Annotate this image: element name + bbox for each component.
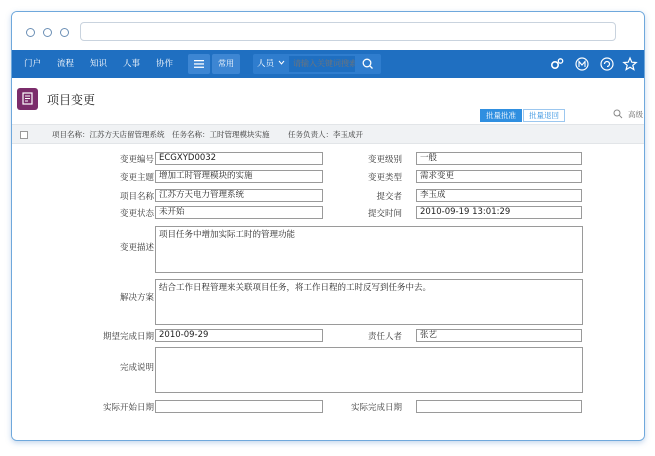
desc-textarea[interactable]: 项目任务中增加实际工时的管理功能 [155, 226, 583, 273]
favorite-button[interactable] [622, 56, 638, 72]
actual-start-field[interactable] [155, 400, 323, 413]
info-project: 项目名称：江苏方天店留管理系统 [52, 130, 165, 139]
hamburger-icon [188, 54, 210, 74]
nav-search [253, 54, 381, 74]
search-scope-label: 人员 [257, 59, 275, 69]
nav-item-collab[interactable]: 协作 [156, 59, 174, 69]
settings-button[interactable] [549, 56, 565, 72]
batch-return-button[interactable]: 批量退回 [523, 109, 565, 122]
completion-textarea[interactable] [155, 347, 583, 393]
status-field[interactable]: 未开始 [155, 206, 323, 219]
submit-time-label: 提交时间 [367, 209, 402, 219]
change-no-label: 变更编号 [119, 155, 154, 165]
responsible-label: 责任人者 [367, 332, 402, 342]
window-dot-icon[interactable] [26, 28, 35, 37]
settings-icon [549, 56, 565, 72]
type-label: 变更类型 [367, 173, 402, 183]
nav-item-hr[interactable]: 人事 [123, 59, 141, 69]
status-label: 变更状态 [119, 209, 154, 219]
document-icon [17, 88, 38, 110]
top-nav [12, 50, 644, 78]
browser-chrome [12, 12, 644, 50]
expected-date-label: 期望完成日期 [102, 332, 154, 342]
info-owner: 任务负责人：李玉成开 [288, 130, 363, 139]
nav-item-knowledge[interactable]: 知识 [90, 59, 108, 69]
app-icon [17, 88, 38, 110]
header-search-button[interactable] [613, 109, 623, 119]
expected-date-field[interactable]: 2010-09-29 [155, 329, 323, 342]
batch-approve-button[interactable]: 批量批准 [480, 109, 522, 122]
type-field[interactable]: 需求变更 [416, 170, 582, 183]
search-icon [613, 109, 623, 119]
project-field[interactable]: 江苏方天电力管理系统 [155, 189, 323, 202]
page-header [12, 78, 644, 124]
search-scope-select[interactable] [257, 54, 285, 74]
change-level-label: 变更级别 [367, 155, 402, 165]
star-icon [622, 56, 638, 72]
address-bar[interactable] [80, 22, 616, 41]
advanced-search-link[interactable]: 高级 [628, 110, 643, 119]
m-button[interactable] [574, 56, 590, 72]
search-button[interactable] [359, 56, 377, 72]
solution-textarea[interactable]: 结合工作日程管理来关联项目任务，将工作日程的工时反写到任务中去。 [155, 279, 583, 325]
actual-start-label: 实际开始日期 [102, 403, 154, 413]
change-no-field[interactable]: ECGXYD0032 [155, 152, 323, 165]
refresh-icon [599, 56, 615, 72]
topic-field[interactable]: 增加工时管理模块的实施 [155, 170, 323, 183]
topic-label: 变更主题 [119, 173, 154, 183]
info-task: 任务名称：工时管理模块实施 [172, 130, 270, 139]
actual-end-label: 实际完成日期 [350, 403, 402, 413]
window-dot-icon[interactable] [43, 28, 52, 37]
submitter-label: 提交者 [376, 192, 402, 202]
completion-label: 完成说明 [119, 363, 154, 373]
submitter-field[interactable]: 李玉成 [416, 189, 582, 202]
change-form [12, 144, 644, 441]
common-button[interactable]: 常用 [212, 54, 240, 74]
search-input[interactable] [289, 56, 355, 72]
app-window [11, 11, 645, 441]
submit-time-field[interactable]: 2010-09-19 13:01:29 [416, 206, 582, 219]
chevron-down-icon [278, 59, 285, 66]
select-checkbox[interactable] [20, 131, 28, 139]
page-title: 项目变更 [47, 93, 96, 107]
desc-label: 变更描述 [119, 243, 154, 253]
menu-button[interactable] [188, 54, 210, 74]
project-label: 项目名称 [119, 192, 154, 202]
actual-end-field[interactable] [416, 400, 582, 413]
nav-item-process[interactable]: 流程 [57, 59, 75, 69]
search-icon [359, 56, 377, 72]
m-icon [574, 56, 590, 72]
refresh-button[interactable] [599, 56, 615, 72]
solution-label: 解决方案 [119, 293, 154, 303]
change-level-field[interactable]: 一般 [416, 152, 582, 165]
info-bar [12, 124, 644, 144]
responsible-field[interactable]: 张艺 [416, 329, 582, 342]
window-dot-icon[interactable] [60, 28, 69, 37]
nav-item-portal[interactable]: 门户 [24, 59, 42, 69]
